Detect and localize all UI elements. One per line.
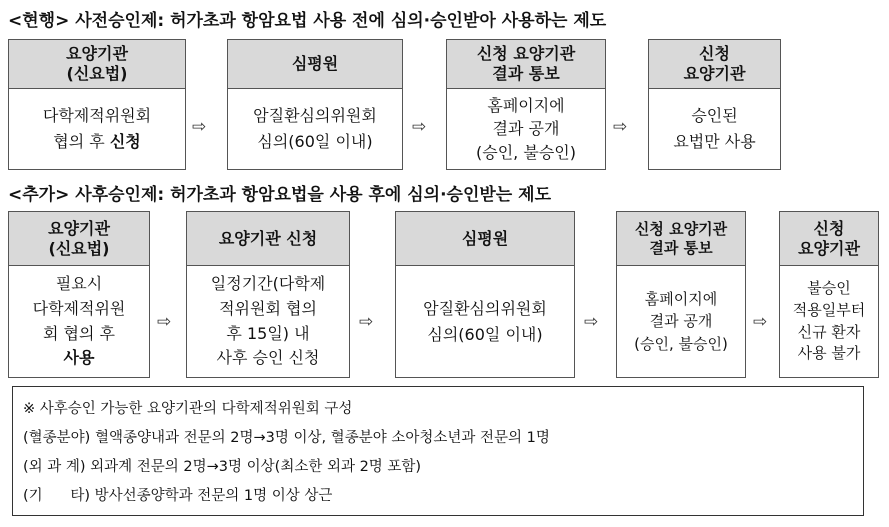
- current-step-result-body: [447, 89, 605, 169]
- head-line: 요양기관: [798, 238, 860, 258]
- committee-composition-note: [12, 386, 864, 516]
- added-step-hira-body: [396, 266, 574, 377]
- body-line: 적위원회 협의: [219, 298, 317, 318]
- body-line: 심의(60일 이내): [427, 324, 543, 344]
- body-line: 결과 공개: [492, 119, 560, 139]
- added-step-result-body: [617, 266, 745, 377]
- body-line: 신규 환자: [797, 322, 861, 341]
- added-step-apply-head: [187, 212, 349, 266]
- head-line: 요양기관: [48, 218, 110, 238]
- emphasis-text: 신청: [109, 132, 141, 151]
- right-arrow-icon: ⇨: [157, 312, 172, 332]
- right-arrow-icon: ⇨: [192, 117, 207, 137]
- body-line: (승인, 불승인): [476, 142, 576, 162]
- right-arrow-icon: ⇨: [753, 312, 768, 332]
- body-line: 일정기간(다학제: [210, 273, 326, 293]
- body-line: 홈페이지에: [487, 96, 565, 116]
- body-line: 다학제적위원회: [42, 106, 152, 126]
- body-line: 암질환심의위원회: [423, 298, 547, 318]
- note-line-surgery: (외 과 계) 외과계 전문의 2명→3명 이상(최소한 외과 2명 포함): [23, 459, 422, 475]
- body-line: (승인, 불승인): [634, 334, 728, 353]
- head-line: 신청 요양기관: [476, 44, 576, 63]
- head-line: 신청: [813, 218, 845, 238]
- head-line: 심평원: [291, 54, 339, 73]
- head-line: (신요법): [48, 238, 110, 258]
- body-line: 적용일부터: [792, 300, 866, 319]
- added-step-institution-box: [8, 211, 150, 378]
- head-line: 요양기관 신청: [218, 228, 318, 248]
- body-line: 필요시: [55, 273, 103, 293]
- note-line-hematology: (혈종분야) 혈액종양내과 전문의 2명→3명 이상, 혈종분야 소아청소년과 전문의 1명: [23, 430, 550, 446]
- current-step-institution-box: [8, 39, 186, 170]
- head-line: 결과 통보: [492, 64, 560, 83]
- current-step-applicant-body: [649, 89, 780, 169]
- body-line: 다학제적위원: [32, 298, 126, 318]
- head-line: (신요법): [66, 64, 128, 83]
- note-line-other: (기 타) 방사선종양학과 전문의 1명 이상 상근: [23, 488, 333, 504]
- body-line: 승인된: [691, 106, 738, 126]
- body-line: 암질환심의위원회: [253, 106, 377, 126]
- right-arrow-icon: ⇨: [412, 117, 427, 137]
- head-line: 요양기관: [66, 44, 128, 63]
- body-line: 요법만 사용: [673, 132, 756, 151]
- current-step-institution-head: [9, 40, 185, 89]
- head-line: 심평원: [461, 228, 509, 248]
- added-step-applicant-box: [779, 211, 879, 378]
- body-line: 사용 불가: [797, 344, 861, 363]
- right-arrow-icon: ⇨: [359, 312, 374, 332]
- body-text: 협의 후: [53, 132, 110, 151]
- note-title: ※ 사후승인 가능한 요양기관의 다학제적위원회 구성: [23, 401, 353, 417]
- current-step-institution-body: [9, 89, 185, 169]
- added-step-institution-head: [9, 212, 149, 266]
- added-step-result-box: [616, 211, 746, 378]
- added-step-apply-box: [186, 211, 350, 378]
- current-step-hira-body: [228, 89, 402, 169]
- added-step-result-head: [617, 212, 745, 266]
- added-step-apply-body: [187, 266, 349, 377]
- right-arrow-icon: ⇨: [584, 312, 599, 332]
- added-step-applicant-head: [780, 212, 878, 266]
- current-step-result-head: [447, 40, 605, 89]
- body-line: 홈페이지에: [644, 289, 718, 308]
- body-line: 회 협의 후: [43, 323, 115, 343]
- added-step-hira-box: [395, 211, 575, 378]
- current-step-hira-head: [228, 40, 402, 89]
- current-step-hira-box: [227, 39, 403, 170]
- current-system-heading: <현행> 사전승인제: 허가초과 항암요법 사용 전에 심의·승인받아 사용하는 제도: [8, 11, 607, 31]
- added-step-applicant-body: [780, 266, 878, 377]
- added-step-institution-body: [9, 266, 149, 377]
- body-line: [53, 129, 140, 155]
- current-step-applicant-head: [649, 40, 780, 89]
- body-line: 심의(60일 이내): [257, 132, 373, 151]
- current-step-applicant-box: [648, 39, 781, 170]
- added-system-heading: <추가> 사후승인제: 허가초과 항암요법을 사용 후에 심의·승인받는 제도: [8, 185, 551, 205]
- emphasis-text: 사용: [63, 348, 95, 368]
- head-line: 결과 통보: [649, 238, 713, 257]
- body-line: 불승인: [807, 279, 851, 297]
- head-line: 요양기관: [683, 64, 746, 83]
- added-step-hira-head: [396, 212, 574, 266]
- body-line: 사후 승인 신청: [216, 348, 320, 368]
- current-step-result-box: [446, 39, 606, 170]
- body-line: 결과 공개: [649, 312, 713, 331]
- head-line: 신청: [699, 44, 730, 63]
- right-arrow-icon: ⇨: [613, 117, 628, 137]
- body-line: 후 15일) 내: [226, 323, 310, 343]
- head-line: 신청 요양기관: [634, 219, 728, 238]
